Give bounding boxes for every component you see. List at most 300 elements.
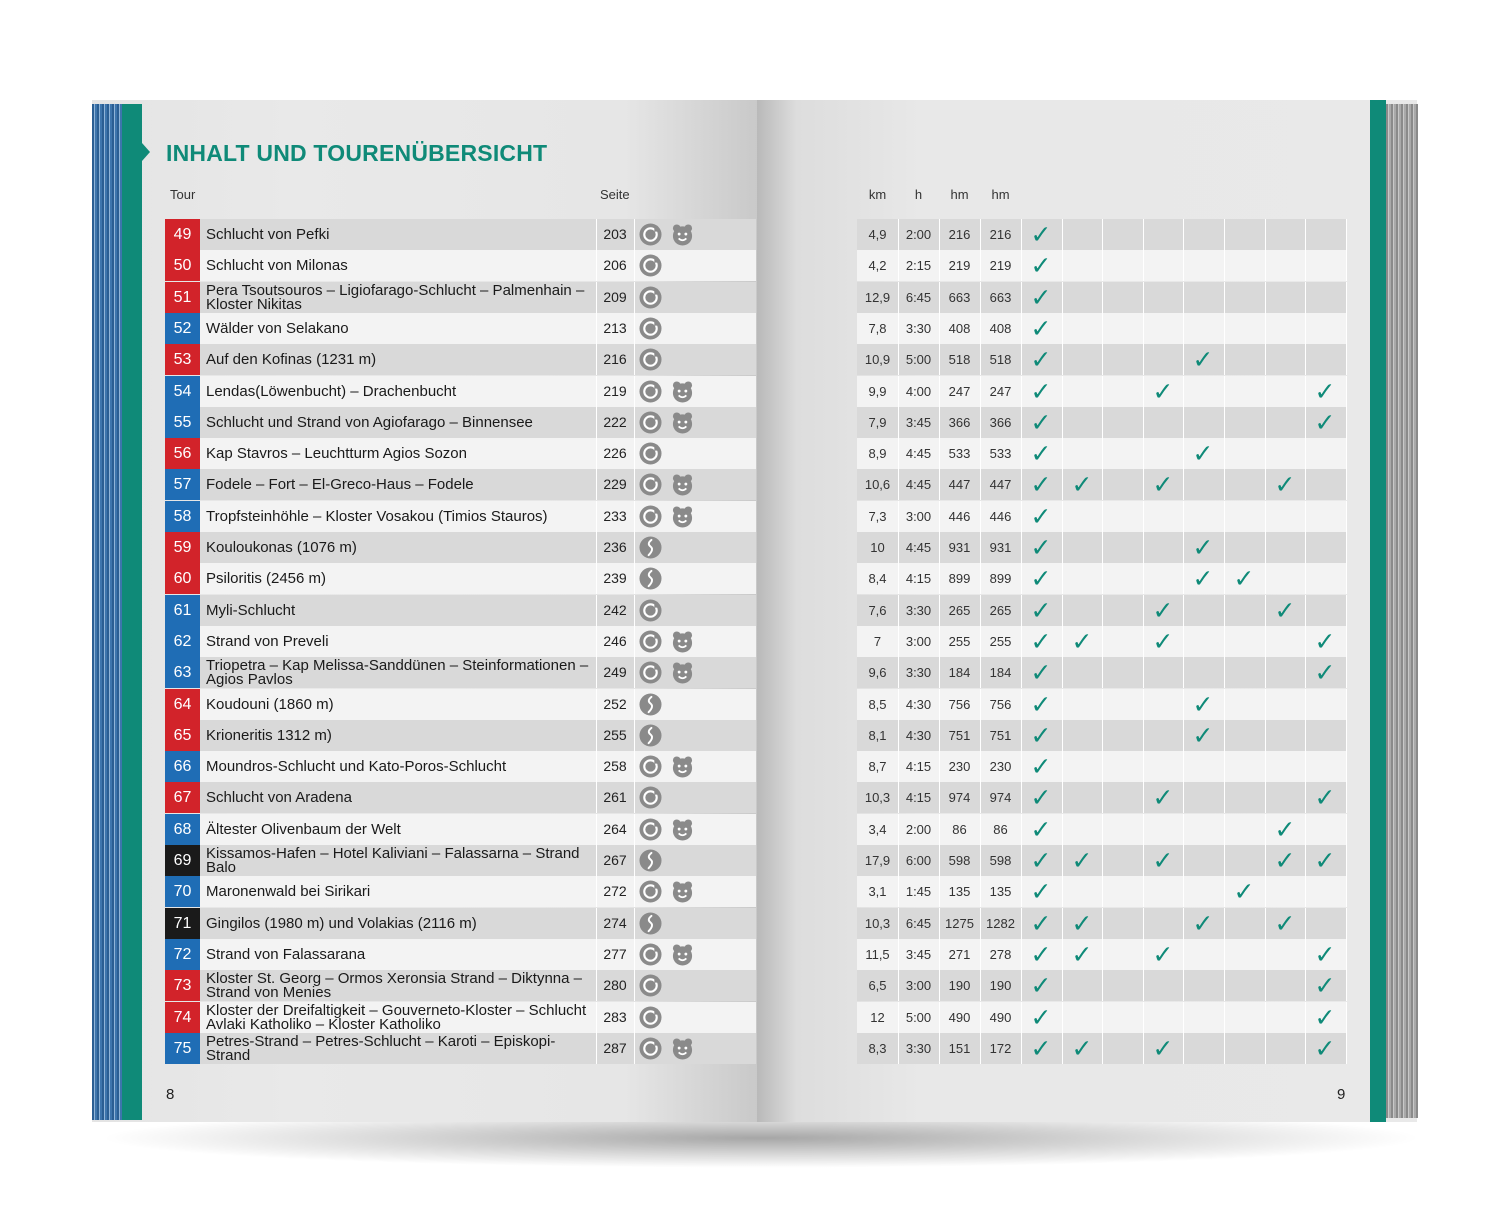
page-title: INHALT UND TOURENÜBERSICHT (166, 140, 548, 166)
table-row (857, 282, 1346, 313)
column-divider (1224, 845, 1225, 876)
table-row (165, 751, 756, 782)
check-icon: ✓ (1152, 1034, 1174, 1063)
tour-name: Schlucht von Milonas (206, 256, 348, 274)
column-divider (1062, 282, 1063, 313)
tour-page: 213 (603, 320, 627, 336)
column-divider (1062, 876, 1063, 907)
check-icon: ✓ (1192, 721, 1214, 750)
tour-ascent: 184 (948, 665, 971, 680)
column-divider (1224, 970, 1225, 1001)
column-divider (634, 532, 635, 563)
mountain-tour-icon (639, 567, 662, 590)
check-icon: ✓ (1274, 596, 1296, 625)
column-divider (1265, 782, 1266, 813)
column-divider (1305, 876, 1306, 907)
column-divider (634, 751, 635, 782)
check-icon: ✓ (1314, 846, 1336, 875)
column-divider (1224, 250, 1225, 281)
column-divider (939, 689, 940, 720)
tour-type-icon (639, 411, 662, 434)
mountain-tour-icon (639, 849, 662, 872)
column-divider (1183, 939, 1184, 970)
column-divider (1183, 250, 1184, 281)
check-icon: ✓ (1030, 815, 1052, 844)
column-divider (1183, 814, 1184, 845)
check-icon: ✓ (1030, 1034, 1052, 1063)
column-divider (898, 1002, 899, 1033)
tour-ascent: 533 (948, 446, 971, 461)
column-divider (634, 1002, 635, 1033)
column-divider (980, 1002, 981, 1033)
tour-descent: 518 (989, 352, 1012, 367)
column-divider (1102, 751, 1103, 782)
column-divider (980, 595, 981, 626)
left-accent-band (122, 104, 142, 1120)
tour-number: 75 (165, 1033, 200, 1064)
column-divider (980, 845, 981, 876)
left-band-arrow-icon (142, 143, 150, 161)
tour-km: 8,9 (868, 446, 887, 461)
table-row (857, 1002, 1346, 1033)
check-icon: ✓ (1071, 470, 1093, 499)
table-row (857, 657, 1346, 688)
tour-ascent: 931 (948, 540, 971, 555)
column-divider (1102, 845, 1103, 876)
tour-ascent: 518 (948, 352, 971, 367)
table-row (165, 313, 756, 344)
tour-duration: 6:45 (905, 290, 932, 305)
check-icon: ✓ (1030, 940, 1052, 969)
column-divider (1265, 532, 1266, 563)
column-divider (1265, 344, 1266, 375)
column-divider (1143, 876, 1144, 907)
table-row (165, 501, 756, 532)
tour-ascent: 446 (948, 509, 971, 524)
tour-km: 8,1 (868, 728, 887, 743)
column-divider (898, 876, 899, 907)
column-divider (939, 469, 940, 500)
check-icon: ✓ (1030, 377, 1052, 406)
table-row (857, 376, 1346, 407)
tour-ascent: 247 (948, 384, 971, 399)
table-row (857, 626, 1346, 657)
column-divider (1224, 626, 1225, 657)
column-divider (1346, 438, 1347, 469)
column-divider (939, 595, 940, 626)
column-divider (1224, 532, 1225, 563)
column-divider (1143, 689, 1144, 720)
column-divider (1305, 282, 1306, 313)
column-divider (980, 501, 981, 532)
column-divider (980, 344, 981, 375)
column-divider (1346, 657, 1347, 688)
column-divider (1265, 689, 1266, 720)
check-icon: ✓ (1274, 846, 1296, 875)
tour-page: 226 (603, 445, 627, 461)
check-icon: ✓ (1314, 940, 1336, 969)
tour-number: 54 (165, 376, 200, 407)
column-divider (939, 845, 940, 876)
check-icon: ✓ (1030, 502, 1052, 531)
check-icon: ✓ (1314, 377, 1336, 406)
column-divider (1305, 814, 1306, 845)
column-divider (1183, 626, 1184, 657)
table-row (165, 563, 756, 594)
check-icon: ✓ (1314, 627, 1336, 656)
column-divider (1102, 814, 1103, 845)
tour-type-icon (639, 286, 662, 309)
column-divider (1346, 250, 1347, 281)
column-divider (980, 689, 981, 720)
table-row (857, 782, 1346, 813)
tour-ascent: 974 (948, 790, 971, 805)
column-divider (634, 501, 635, 532)
tour-duration: 3:45 (905, 947, 932, 962)
column-divider (980, 657, 981, 688)
tour-number: 70 (165, 876, 200, 907)
tour-type-icon (639, 974, 662, 997)
column-divider (980, 313, 981, 344)
tour-duration: 6:45 (905, 916, 932, 931)
table-row (165, 876, 756, 907)
family-bear-icon (671, 661, 694, 684)
column-divider (1346, 563, 1347, 594)
table-row (165, 782, 756, 813)
column-divider (980, 751, 981, 782)
tour-type-icon (639, 1037, 662, 1060)
right-page-edges (1386, 104, 1418, 1118)
check-icon: ✓ (1030, 314, 1052, 343)
column-divider (1224, 595, 1225, 626)
check-icon: ✓ (1274, 470, 1296, 499)
column-divider (1143, 250, 1144, 281)
column-divider (1346, 595, 1347, 626)
column-divider (1102, 532, 1103, 563)
tour-duration: 5:00 (905, 1010, 932, 1025)
tour-name: Schlucht und Strand von Agiofarago – Binnensee (206, 413, 533, 431)
column-divider (1102, 908, 1103, 939)
column-divider (1346, 532, 1347, 563)
column-divider (1265, 250, 1266, 281)
table-row (857, 469, 1346, 500)
tour-page: 255 (603, 727, 627, 743)
tour-km: 11,5 (865, 947, 890, 962)
table-row (165, 908, 756, 939)
tour-duration: 4:30 (905, 728, 932, 743)
column-divider (939, 720, 940, 751)
tour-page: 209 (603, 289, 627, 305)
check-icon: ✓ (1233, 877, 1255, 906)
tour-name: Schlucht von Aradena (206, 788, 352, 806)
column-divider (1143, 501, 1144, 532)
tour-page: 283 (603, 1009, 627, 1025)
tour-ascent: 230 (948, 759, 971, 774)
column-divider (1143, 1002, 1144, 1033)
check-icon: ✓ (1314, 1003, 1336, 1032)
tour-km: 7 (873, 634, 882, 649)
tour-descent: 190 (989, 978, 1012, 993)
tour-type-icon (639, 943, 662, 966)
tour-ascent: 899 (948, 571, 971, 586)
column-divider (1305, 908, 1306, 939)
tour-km: 8,4 (868, 571, 887, 586)
tour-name: Schlucht von Pefki (206, 225, 330, 243)
check-icon: ✓ (1233, 564, 1255, 593)
tour-number: 55 (165, 407, 200, 438)
column-divider (1346, 720, 1347, 751)
column-divider (1265, 939, 1266, 970)
check-icon: ✓ (1030, 220, 1052, 249)
tour-km: 10,3 (864, 916, 891, 931)
column-divider (1224, 501, 1225, 532)
check-icon: ✓ (1030, 439, 1052, 468)
tour-number: 69 (165, 845, 200, 876)
table-row (165, 250, 756, 281)
tour-ascent: 216 (948, 227, 971, 242)
column-divider (980, 469, 981, 500)
page-number-left: 8 (166, 1086, 175, 1103)
column-divider (939, 219, 940, 250)
tour-duration: 4:15 (905, 571, 932, 586)
tour-page: 246 (603, 633, 627, 649)
check-icon: ✓ (1030, 658, 1052, 687)
column-divider (634, 219, 635, 250)
column-divider (634, 782, 635, 813)
tour-type-icon (639, 755, 662, 778)
column-divider (1062, 970, 1063, 1001)
column-divider (980, 563, 981, 594)
column-divider (1062, 532, 1063, 563)
column-divider (1346, 1002, 1347, 1033)
table-row (165, 626, 756, 657)
tour-number: 61 (165, 595, 200, 626)
column-divider (1183, 219, 1184, 250)
mountain-tour-icon (639, 724, 662, 747)
tour-name: Kouloukonas (1076 m) (206, 538, 357, 556)
table-row (857, 563, 1346, 594)
table-row (857, 939, 1346, 970)
column-divider (1062, 720, 1063, 751)
column-divider (939, 407, 940, 438)
tour-descent: 751 (989, 728, 1012, 743)
tour-ascent: 366 (948, 415, 971, 430)
column-divider (1062, 689, 1063, 720)
tour-km: 10 (870, 540, 885, 555)
check-icon: ✓ (1071, 846, 1093, 875)
table-row (857, 814, 1346, 845)
family-bear-icon (671, 943, 694, 966)
table-row (857, 751, 1346, 782)
column-divider (1183, 282, 1184, 313)
tour-duration: 5:00 (905, 352, 932, 367)
column-divider (898, 407, 899, 438)
tour-name: Koudouni (1860 m) (206, 695, 334, 713)
column-divider (898, 219, 899, 250)
column-divider (1143, 657, 1144, 688)
tour-km: 9,6 (868, 665, 887, 680)
column-divider (898, 438, 899, 469)
column-divider (1143, 720, 1144, 751)
table-row (165, 689, 756, 720)
column-divider (1265, 313, 1266, 344)
column-divider (1102, 626, 1103, 657)
column-divider (1102, 1033, 1103, 1064)
column-divider (980, 376, 981, 407)
column-divider (634, 657, 635, 688)
tour-km: 3,1 (868, 884, 887, 899)
column-divider (1224, 720, 1225, 751)
column-divider (980, 532, 981, 563)
column-divider (634, 845, 635, 876)
tour-descent: 931 (989, 540, 1012, 555)
column-divider (1346, 407, 1347, 438)
tour-number: 56 (165, 438, 200, 469)
column-divider (1346, 501, 1347, 532)
column-divider (1224, 1033, 1225, 1064)
column-divider (1224, 908, 1225, 939)
table-row (165, 1002, 756, 1033)
column-divider (634, 689, 635, 720)
tour-duration: 3:00 (905, 509, 932, 524)
tour-descent: 219 (989, 258, 1012, 273)
family-bear-icon (671, 1037, 694, 1060)
tour-duration: 3:00 (905, 978, 932, 993)
tour-duration: 1:45 (905, 884, 932, 899)
tour-km: 17,9 (864, 853, 891, 868)
column-divider (1102, 1002, 1103, 1033)
check-icon: ✓ (1030, 251, 1052, 280)
column-divider (980, 407, 981, 438)
mountain-tour-icon (639, 693, 662, 716)
tour-page: 264 (603, 821, 627, 837)
tour-page: 219 (603, 383, 627, 399)
tour-ascent: 265 (948, 603, 971, 618)
tour-descent: 446 (989, 509, 1012, 524)
check-icon: ✓ (1030, 783, 1052, 812)
column-divider (1102, 501, 1103, 532)
column-divider (1183, 595, 1184, 626)
tour-km: 10,6 (864, 477, 891, 492)
column-divider (1224, 344, 1225, 375)
tour-page: 267 (603, 852, 627, 868)
column-divider (1346, 626, 1347, 657)
tour-descent: 1282 (986, 916, 1015, 931)
tour-page: 277 (603, 946, 627, 962)
tour-ascent: 1275 (945, 916, 974, 931)
column-divider (1102, 313, 1103, 344)
column-divider (634, 407, 635, 438)
column-divider (634, 595, 635, 626)
tour-page: 280 (603, 977, 627, 993)
column-divider (1143, 970, 1144, 1001)
tour-km: 6,5 (868, 978, 887, 993)
column-divider (980, 250, 981, 281)
check-icon: ✓ (1274, 909, 1296, 938)
table-row (857, 532, 1346, 563)
column-divider (1224, 814, 1225, 845)
column-divider (939, 751, 940, 782)
column-divider (1265, 219, 1266, 250)
column-divider (898, 595, 899, 626)
column-divider (634, 438, 635, 469)
column-divider (980, 720, 981, 751)
column-divider (980, 876, 981, 907)
tour-descent: 490 (989, 1010, 1012, 1025)
check-icon: ✓ (1152, 940, 1174, 969)
tour-number: 52 (165, 313, 200, 344)
check-icon: ✓ (1030, 690, 1052, 719)
tour-duration: 3:30 (905, 1041, 932, 1056)
column-divider (1183, 313, 1184, 344)
column-divider (980, 939, 981, 970)
check-icon: ✓ (1152, 846, 1174, 875)
table-row (165, 532, 756, 563)
column-divider (939, 532, 940, 563)
header-hm-up: hm (950, 187, 969, 202)
column-divider (1305, 689, 1306, 720)
tour-ascent: 598 (948, 853, 971, 868)
column-divider (1102, 344, 1103, 375)
tour-type-icon (639, 380, 662, 403)
tour-ascent: 219 (948, 258, 971, 273)
tour-descent: 408 (989, 321, 1012, 336)
tour-name: Fodele – Fort – El-Greco-Haus – Fodele (206, 475, 474, 493)
column-divider (1305, 344, 1306, 375)
column-divider (1062, 344, 1063, 375)
column-divider (939, 250, 940, 281)
column-divider (634, 282, 635, 313)
column-divider (939, 876, 940, 907)
column-divider (1183, 751, 1184, 782)
tour-km: 12 (870, 1010, 885, 1025)
family-bear-icon (671, 630, 694, 653)
column-divider (634, 344, 635, 375)
column-divider (1062, 438, 1063, 469)
column-divider (939, 563, 940, 594)
column-divider (1224, 939, 1225, 970)
tour-descent: 216 (989, 227, 1012, 242)
column-divider (1143, 532, 1144, 563)
table-row (857, 970, 1346, 1001)
check-icon: ✓ (1030, 1003, 1052, 1032)
tour-km: 8,7 (868, 759, 887, 774)
column-divider (1224, 376, 1225, 407)
tour-number: 74 (165, 1002, 200, 1033)
tour-descent: 533 (989, 446, 1012, 461)
column-divider (898, 469, 899, 500)
tour-name: Krioneritis 1312 m) (206, 726, 332, 744)
tour-number: 49 (165, 219, 200, 250)
column-divider (980, 970, 981, 1001)
column-divider (898, 814, 899, 845)
tour-name: Ältester Olivenbaum der Welt (206, 820, 401, 838)
column-divider (898, 720, 899, 751)
tour-km: 7,9 (868, 415, 887, 430)
column-divider (1143, 563, 1144, 594)
tour-descent: 247 (989, 384, 1012, 399)
column-divider (939, 939, 940, 970)
column-divider (1224, 219, 1225, 250)
column-divider (980, 1033, 981, 1064)
tour-name: Strand von Falassarana (206, 945, 366, 963)
column-divider (898, 532, 899, 563)
tour-number: 57 (165, 469, 200, 500)
tour-descent: 86 (993, 822, 1008, 837)
column-divider (1265, 657, 1266, 688)
check-icon: ✓ (1192, 690, 1214, 719)
tour-name: Gingilos (1980 m) und Volakias (2116 m) (206, 914, 477, 932)
